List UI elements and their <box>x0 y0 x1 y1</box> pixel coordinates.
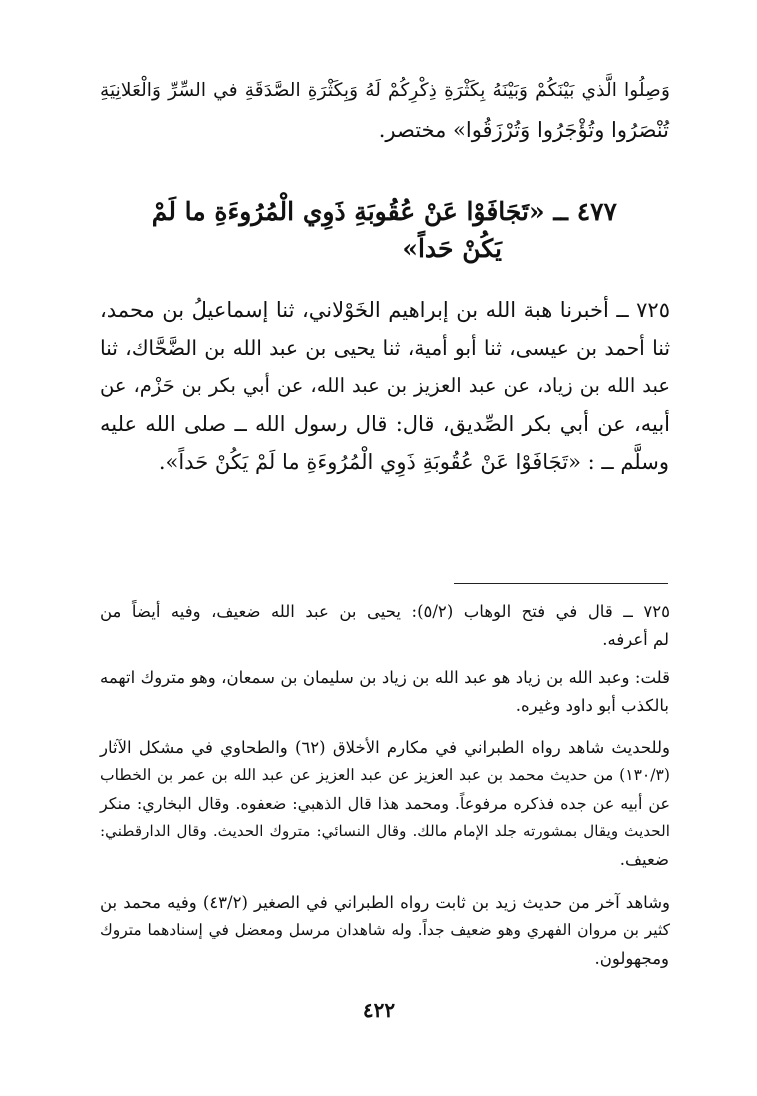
footnote-2-line-1: قلت: وعبد الله بن زياد هو عبد الله بن زياد بن سليمان بن سمعان، وهو متروك اتهمه <box>100 668 670 687</box>
footnote-3-line-2: (١٣٠/٣) من حديث محمد بن عبد العزيز عن عبد العزيز عن عبد الله بن عمر بن الخطاب <box>100 766 670 784</box>
footnote-separator <box>454 583 668 584</box>
hadith-line-5: وسلَّم ــ : «تَجَافَوْا عَنْ عُقُوبَةِ ذَوِي الْمُرُوءَةِ ما لَمْ يَكُنْ حَداً». <box>158 450 669 474</box>
page-number: ٤٢٢ <box>362 998 396 1022</box>
hadith-line-4: أبيه، عن أبي بكر الصِّديق، قال: قال رسول الله ــ صلى الله عليه <box>100 412 670 436</box>
footnote-3-line-1: وللحديث شاهد رواه الطبراني في مكارم الأخلاق (٦٢) والطحاوي في مشكل الآثار <box>100 738 670 757</box>
footnote-4-line-3: ومجهولون. <box>594 949 669 968</box>
section-heading-line-1: ٤٧٧ ــ «تَجَافَوْا عَنْ عُقُوبَةِ ذَوِي الْمُرُوءَةِ ما لَمْ <box>151 197 617 226</box>
footnote-4-line-2: كثير بن مروان الفهري وهو ضعيف جداً. وله شاهدان مرسل ومعضل في إسنادهما متروك <box>100 921 670 939</box>
footnote-3-line-3: عن أبيه عن جده فذكره مرفوعاً. ومحمد هذا قال الذهبي: ضعفوه. وقال البخاري: منكر <box>100 794 670 813</box>
hadith-line-2: ثنا أحمد بن عيسى، ثنا أبو أمية، ثنا يحيى بن عبد الله بن الضَّحَّاك، ثنا <box>100 336 670 360</box>
hadith-line-1: ٧٢٥ ــ أخبرنا هبة الله بن إبراهيم الخَوْلاني، ثنا إسماعيلُ بن محمد، <box>100 298 670 322</box>
footnote-3-line-5: ضعيف. <box>619 850 669 869</box>
footnote-3-line-4: الحديث ويقال بمشورته جلد الإمام مالك. وقال النسائي: متروك الحديث. وقال الدارقطني: <box>100 822 670 840</box>
intro-line-2: تُنْصَرُوا وتُؤْجَرُوا وَتُرْزَقُوا» مختصر. <box>378 118 669 142</box>
intro-line-1: وَصِلُوا الَّذي بَيْنَكُمْ وَبَيْنَهُ بِكَثْرَةِ ذِكْرِكُمْ لَهُ وَبِكَثْرَةِ الصَّدَقَةِ في السِّرِّ وَالْعَلانِيَةِ <box>100 80 670 101</box>
footnote-1-line-2: لم أعرفه. <box>602 630 669 649</box>
footnote-2-line-2: بالكذب أبو داود وغيره. <box>515 696 669 715</box>
footnote-1-line-1: ٧٢٥ ــ قال في فتح الوهاب (٥/٢): يحيى بن عبد الله ضعيف، وفيه أيضاً من <box>100 602 670 621</box>
hadith-line-3: عبد الله بن زياد، عن عبد العزيز بن عبد الله، عن أبي بكر بن حَزْم، عن <box>100 374 670 397</box>
footnote-4-line-1: وشاهد آخر من حديث زيد بن ثابت رواه الطبراني في الصغير (٤٣/٢) وفيه محمد بن <box>100 893 670 912</box>
section-heading-line-2: يَكُنْ حَداً» <box>402 234 502 263</box>
